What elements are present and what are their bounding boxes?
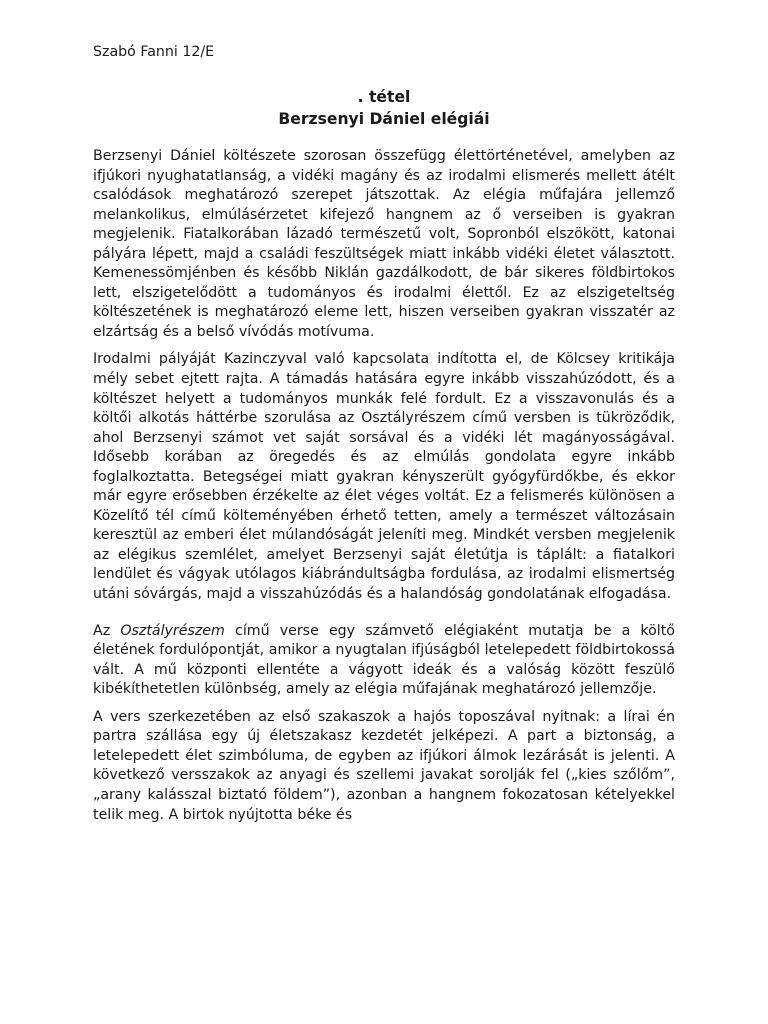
document-body: [93, 147, 675, 825]
title-main-line: Berzsenyi Dániel elégiái: [278, 110, 490, 128]
author-line: Szabó Fanni 12/E: [93, 44, 215, 60]
paragraph-1: Berzsenyi Dániel költészete szorosan összefügg élettörténetével, amelyben az ifjúkori nyughatatlanság, a vidéki magány és az irodalmi elismerés mellett átélt csalódások meghatározó szerepet játszottak. Az elégia műfajára jellemző melankolikus, elmúlásérzetet kifejező hangnem az ő verseiben is gyakran megjelenik. Fiatalkorában lázadó természetű volt, Sopronból elszökött, katonai pályára lépett, majd a családi feszültségek miatt inkább vidéki életet választott. Kemenessömjénben és később Niklán gazdálkodott, de bár sikeres földbirtokos lett, elszigetelődött a tudományos és irodalmi élettől. Ez az elszigeteltség költészetének is meghatározó eleme lett, hiszen verseiben gyakran visszatér az elzártság és a belső vívódás motívuma.: [93, 148, 675, 340]
paragraph-3: [93, 622, 675, 700]
poem-title-italic: Osztályrészem: [120, 622, 225, 639]
paragraph-3-prefix: Az: [93, 622, 121, 639]
paragraph-2: Irodalmi pályáját Kazinczyval való kapcsolata indította el, de Kölcsey kritikája mély sebet ejtett rajta. A támadás hatására egyre inkább visszahúzódott, és a költészet helyett a tudományos munkák felé fordult. Ez a visszavonulás és a költői alkotás háttérbe szorulása az Osztályrészem című versben is tükröződik, ahol Berzsenyi számot vet saját sorsával és a vidéki lét magányosságával. Idősebb korában az öregedés és az elmúlás gondolata egyre inkább foglalkoztatta. Betegségei miatt gyakran kényszerült gyógyfürdőkbe, és ekkor már egyre erősebben érzékelte az élet véges voltát. Ez a felismerés különösen a Közelítő tél című költeményében érhető tetten, amely a természet változásain keresztül az emberi élet múlandóságát jeleníti meg. Mindkét versben megjelenik az elégikus szemlélet, amelyet Berzsenyi saját életútja is táplált: a fiatalkori lendület és vágyak utólagos kiábrándultságba fordulása, az irodalmi elismertség utáni sóvárgás, majd a visszahúzódás és a halandóság gondolatának elfogadása.: [93, 351, 675, 603]
paragraph-3-text: című verse egy számvető elégiaként mutatja be a költő életének fordulópontját, amikor a nyugtalan ifjúságból letelepedett földbirtokossá vált. A mű központi ellentéte a vágyott ideák és a valóság között feszülő kibékíthetetlen különbség, amely az elégia műfajának meghatározó jellemzője.: [93, 622, 675, 698]
title-number-line: . tétel: [357, 88, 411, 106]
paragraph-4: A vers szerkezetében az első szakaszok a hajós toposzával nyitnak: a lírai én partra szállása egy új életszakasz kezdetét jelképezi. A part a biztonság, a letelepedett élet szimbóluma, de egyben az ifjúkori álmok lezárását is jelenti. A következő versszakok az anyagi és szellemi javakat sorolják fel („kies szőlőm”, „arany kalásszal biztató földem”), azonban a hangnem fokozatosan kételyekkel telik meg. A birtok nyújtotta béke és: [93, 708, 675, 823]
document-title: [93, 86, 675, 130]
